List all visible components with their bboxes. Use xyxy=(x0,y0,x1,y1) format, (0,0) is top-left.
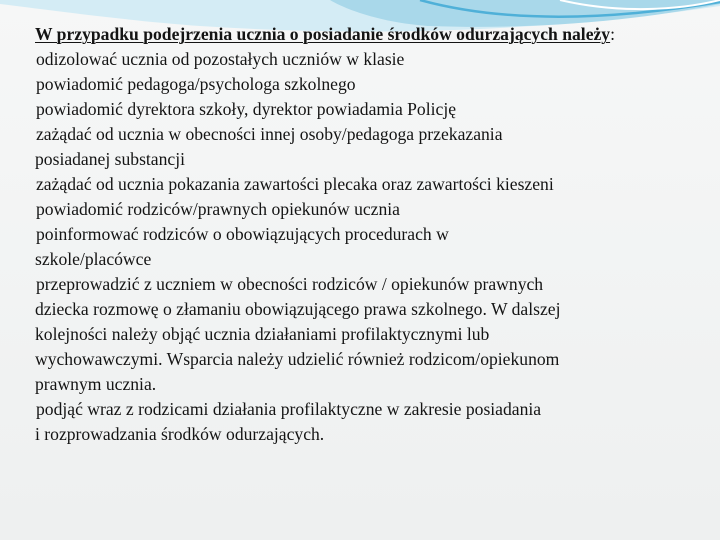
list-item xyxy=(35,122,685,147)
procedure-text xyxy=(35,22,685,447)
list-item-text: poinformować rodziców o obowiązujących procedurach w xyxy=(36,224,449,244)
list-item-text: powiadomić pedagoga/psychologa szkolnego xyxy=(36,74,356,94)
list-item-text: prawnym ucznia. xyxy=(35,374,157,394)
list-item xyxy=(35,172,685,197)
list-item xyxy=(35,197,685,222)
list-item-text: zażądać od ucznia pokazania zawartości plecaka oraz zawartości kieszeni xyxy=(36,174,554,194)
action-list xyxy=(35,47,685,447)
list-item-text: przeprowadzić z uczniem w obecności rodziców / opiekunów prawnych xyxy=(36,274,544,294)
list-item-text: zażądać od ucznia w obecności innej osoby/pedagoga przekazania xyxy=(36,124,503,144)
list-item-text: powiadomić dyrektora szkoły, dyrektor powiadamia Policję xyxy=(36,99,457,119)
list-item xyxy=(35,47,685,72)
list-item-text: podjąć wraz z rodzicami działania profilaktyczne w zakresie posiadania xyxy=(36,399,542,419)
list-item-continuation xyxy=(35,297,685,322)
list-item-text: posiadanej substancji xyxy=(35,149,186,169)
heading-colon: : xyxy=(610,24,615,44)
list-item-continuation xyxy=(35,347,685,372)
list-item xyxy=(35,397,685,422)
list-item-text: szkole/placówce xyxy=(35,249,152,269)
list-item xyxy=(35,272,685,297)
list-item-text: kolejności należy objąć ucznia działaniami profilaktycznymi lub xyxy=(35,324,490,344)
list-item-text: odizolować ucznia od pozostałych uczniów w klasie xyxy=(36,49,405,69)
list-item-text: i rozprowadzania środków odurzających. xyxy=(35,424,325,444)
list-item-text: dziecka rozmowę o złamaniu obowiązującego prawa szkolnego. W dalszej xyxy=(35,299,561,319)
list-item xyxy=(35,222,685,247)
list-item-continuation xyxy=(35,147,685,172)
list-item-continuation xyxy=(35,322,685,347)
list-item-continuation xyxy=(35,422,685,447)
list-item xyxy=(35,72,685,97)
list-item xyxy=(35,97,685,122)
list-item-continuation xyxy=(35,247,685,272)
list-item-text: powiadomić rodziców/prawnych opiekunów ucznia xyxy=(36,199,400,219)
heading: W przypadku podejrzenia ucznia o posiadanie środków odurzających należy xyxy=(35,24,611,44)
list-item-continuation xyxy=(35,372,685,397)
list-item-text: wychowawczymi. Wsparcia należy udzielić również rodzicom/opiekunom xyxy=(35,349,560,369)
heading-line xyxy=(35,22,685,47)
